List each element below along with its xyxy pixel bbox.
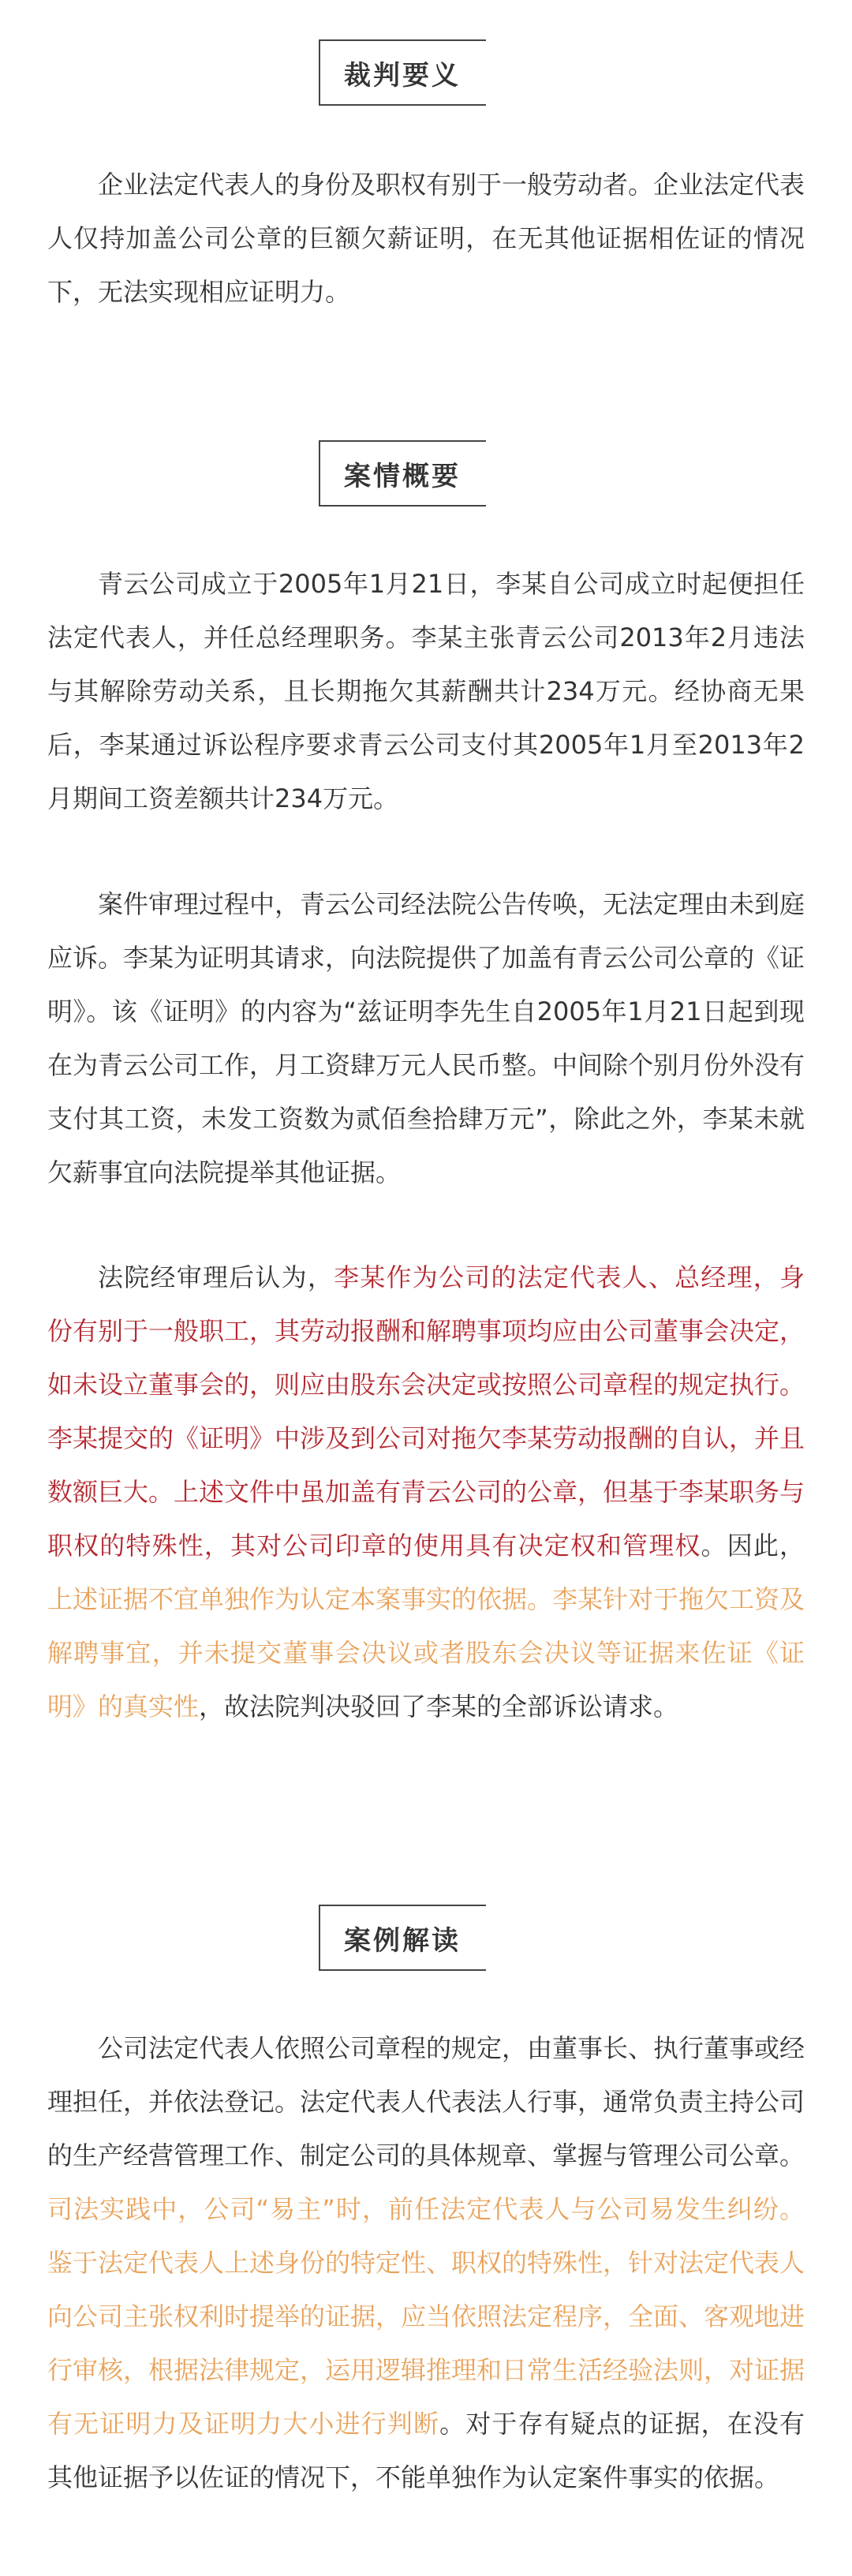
section-heading-judgment: [319, 39, 486, 106]
evidence-conclusion: 。对于存有疑点的证据，在没有其他证据予以佐证的情况下，不能单独作为认定案件事实的依据。: [47, 2409, 805, 2492]
heading-frame-bottom: [319, 1969, 486, 1971]
section-title: 裁判要义: [344, 59, 461, 92]
section-title: 案例解读: [344, 1924, 461, 1957]
section-heading-case: [319, 440, 486, 507]
heading-frame-bottom: [319, 104, 486, 106]
legal-rep-definition: 公司法定代表人依照公司章程的规定，由董事长、执行董事或经理担任，并依法登记。法定代表人代表法人行事，通常负责主持公司的生产经营管理工作、制定公司的具体规章、掌握与管理公司公章。: [47, 2033, 805, 2170]
case-paragraph-2: 案件审理过程中，青云公司经法院公告传唤，无法定理由未到庭应诉。李某为证明其请求，向法院提供了加盖有青云公司公章的《证明》。该《证明》的内容为“兹证明李先生自2005年1月21日起到现在为青云公司工作，月工资肆万元人民币整。中间除个别月份外没有支付其工资，未发工资数为贰佰叁拾肆万元”，除此之外，李某未就欠薪事宜向法院提举其他证据。: [47, 889, 805, 1187]
court-ruling-text: ，故法院判决驳回了李某的全部诉讼请求。: [199, 1692, 679, 1722]
section-heading-analysis: [319, 1905, 486, 1971]
analysis-paragraph: [47, 2021, 805, 2504]
heading-frame-top: [319, 1905, 486, 1906]
heading-frame-left: [319, 1905, 320, 1971]
heading-frame-bottom: [319, 505, 486, 507]
judgment-summary-paragraph: 企业法定代表人的身份及职权有别于一般劳动者。企业法定代表人仅持加盖公司公章的巨额欠薪证明，在无其他证据相佐证的情况下，无法实现相应证明力。: [47, 170, 805, 307]
section-title: 案情概要: [344, 460, 461, 492]
heading-frame-top: [319, 440, 486, 442]
evidence-insufficiency-highlight: 上述证据不宜单独作为认定本案事实的依据。李某针对于拖欠工资及解聘事宜，并未提交董事会决议或者股东会决议等证据来佐证《证明》的真实性: [47, 1584, 805, 1722]
heading-frame-top: [319, 39, 486, 41]
court-opinion-intro: 法院经审理后认为，: [98, 1262, 334, 1292]
heading-frame-left: [319, 39, 320, 106]
judicial-practice-highlight: 司法实践中，公司“易主”时，前任法定代表人与公司易发生纠纷。鉴于法定代表人上述身份的特定性、职权的特殊性，针对法定代表人向公司主张权利时提举的证据，应当依照法定程序，全面、客观地进行审核，根据法律规定，运用逻辑推理和日常生活经验法则，对证据有无证明力及证明力大小进行判断: [47, 2194, 805, 2439]
case-paragraph-3: [47, 1251, 805, 1733]
heading-frame-left: [319, 440, 320, 507]
court-reasoning-connector: 。因此，: [701, 1531, 805, 1561]
court-reasoning-highlight: 李某作为公司的法定代表人、总经理，身份有别于一般职工，其劳动报酬和解聘事项均应由公司董事会决定，如未设立董事会的，则应由股东会决定或按照公司章程的规定执行。李某提交的《证明》中涉及到公司对拖欠李某劳动报酬的自认，并且数额巨大。上述文件中虽加盖有青云公司的公章，但基于李某职务与职权的特殊性，其对公司印章的使用具有决定权和管理权: [47, 1262, 805, 1561]
case-paragraph-1: 青云公司成立于2005年1月21日，李某自公司成立时起便担任法定代表人，并任总经理职务。李某主张青云公司2013年2月违法与其解除劳动关系，且长期拖欠其薪酬共计234万元。经协商无果后，李某通过诉讼程序要求青云公司支付其2005年1月至2013年2月期间工资差额共计234万元。: [47, 569, 805, 813]
